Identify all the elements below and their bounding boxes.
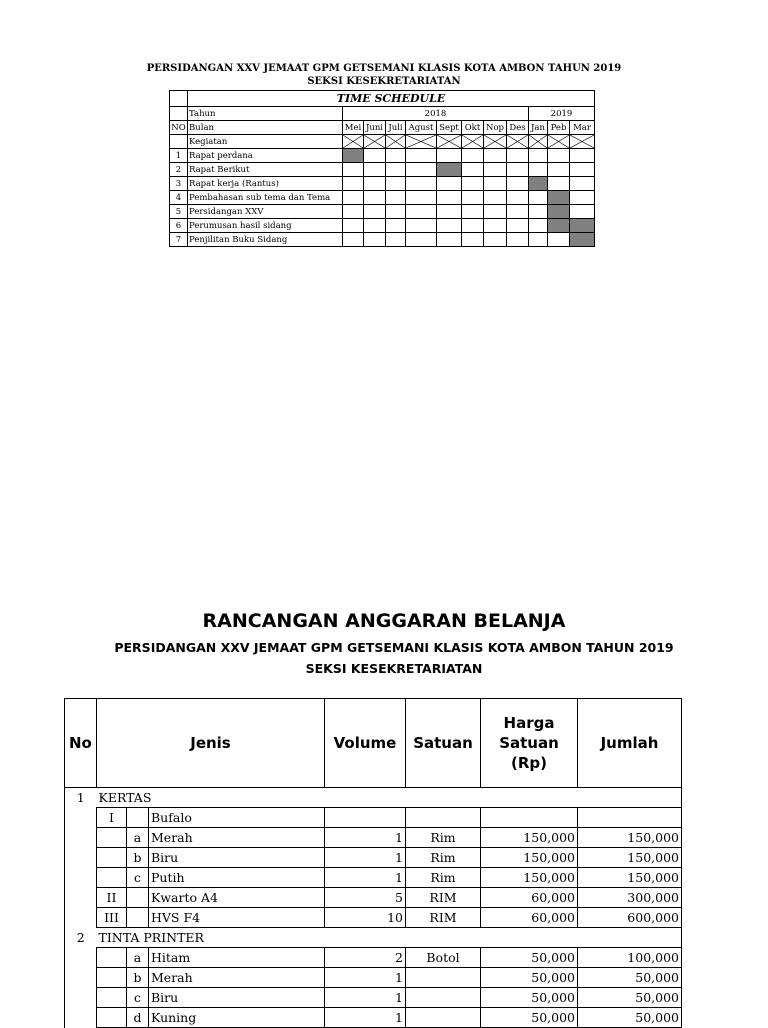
item-jumlah: 600,000 — [578, 908, 682, 928]
schedule-row — [170, 149, 595, 163]
budget-item-row — [65, 888, 682, 908]
kegiatan-crossed-cell — [507, 135, 529, 149]
item-letter: c — [127, 868, 149, 888]
item-roman — [97, 988, 127, 1008]
schedule-cell — [343, 233, 364, 247]
schedule-row — [170, 205, 595, 219]
schedule-cell — [548, 177, 570, 191]
schedule-cell — [343, 177, 364, 191]
schedule-cell — [437, 219, 462, 233]
item-volume — [325, 808, 406, 828]
col-no: No — [65, 699, 97, 788]
item-name: Merah — [149, 828, 325, 848]
budget-no-blank — [65, 908, 97, 928]
budget-no-blank — [65, 1008, 97, 1028]
item-volume: 10 — [325, 908, 406, 928]
schedule-cell — [507, 149, 529, 163]
col-jumlah: Jumlah — [578, 699, 682, 788]
schedule-cell — [437, 205, 462, 219]
schedule-row — [170, 233, 595, 247]
col-volume: Volume — [325, 699, 406, 788]
schedule-cell — [484, 219, 507, 233]
schedule-cell-active — [343, 149, 364, 163]
schedule-cell — [484, 177, 507, 191]
item-satuan: RIM — [406, 908, 481, 928]
item-volume: 1 — [325, 968, 406, 988]
schedule-cell — [343, 163, 364, 177]
item-roman — [97, 1008, 127, 1028]
schedule-cell — [462, 163, 484, 177]
schedule-cell — [462, 233, 484, 247]
budget-item-row — [65, 868, 682, 888]
schedule-title: PERSIDANGAN XXV JEMAAT GPM GETSEMANI KLASIS KOTA AMBON TAHUN 2019 — [146, 63, 622, 74]
budget-no-blank — [65, 888, 97, 908]
schedule-cell — [364, 163, 386, 177]
month-okt: Okt — [462, 121, 484, 135]
item-volume: 1 — [325, 1008, 406, 1028]
month-des: Des — [507, 121, 529, 135]
activity-no: 7 — [170, 233, 188, 247]
item-harga: 60,000 — [481, 888, 578, 908]
schedule-cell — [462, 191, 484, 205]
schedule-cell — [507, 233, 529, 247]
item-harga: 60,000 — [481, 908, 578, 928]
kegiatan-crossed-cell — [386, 135, 406, 149]
budget-no-blank — [65, 988, 97, 1008]
item-harga: 150,000 — [481, 848, 578, 868]
item-harga: 50,000 — [481, 1008, 578, 1028]
schedule-cell-active — [437, 163, 462, 177]
schedule-cell — [507, 191, 529, 205]
kegiatan-crossed-cell — [529, 135, 548, 149]
budget-item-row — [65, 908, 682, 928]
item-letter: a — [127, 948, 149, 968]
activity-no: 2 — [170, 163, 188, 177]
budget-subtitle: PERSIDANGAN XXV JEMAAT GPM GETSEMANI KLASIS KOTA AMBON TAHUN 2019 — [114, 640, 674, 655]
item-jumlah — [578, 808, 682, 828]
activity-name: Penjilitan Buku Sidang — [188, 233, 343, 247]
schedule-cell — [343, 205, 364, 219]
budget-no-blank — [65, 948, 97, 968]
bulan-label: Bulan — [188, 121, 343, 135]
schedule-cell — [462, 219, 484, 233]
section-name: TINTA PRINTER — [97, 928, 682, 948]
schedule-cell — [406, 233, 437, 247]
item-satuan: Rim — [406, 848, 481, 868]
item-name: Kwarto A4 — [149, 888, 325, 908]
activity-no: 4 — [170, 191, 188, 205]
item-letter: a — [127, 828, 149, 848]
schedule-cell — [484, 205, 507, 219]
schedule-cell — [406, 163, 437, 177]
item-satuan: Rim — [406, 868, 481, 888]
schedule-cell — [570, 177, 595, 191]
budget-item-row — [65, 968, 682, 988]
schedule-cell — [364, 233, 386, 247]
item-roman: II — [97, 888, 127, 908]
section-no: 2 — [65, 928, 97, 948]
item-roman: I — [97, 808, 127, 828]
budget-item-row — [65, 988, 682, 1008]
month-jan: Jan — [529, 121, 548, 135]
budget-item-row — [65, 848, 682, 868]
budget-table — [64, 698, 682, 1028]
year-2018: 2018 — [343, 107, 529, 121]
budget-header-row — [65, 699, 682, 788]
month-sept: Sept — [437, 121, 462, 135]
item-satuan: RIM — [406, 888, 481, 908]
item-satuan: Rim — [406, 828, 481, 848]
schedule-cell — [529, 191, 548, 205]
schedule-cell — [386, 233, 406, 247]
item-name: Bufalo — [149, 808, 325, 828]
item-name: Hitam — [149, 948, 325, 968]
schedule-cell — [529, 205, 548, 219]
schedule-cell — [364, 191, 386, 205]
schedule-cell — [548, 149, 570, 163]
activity-no: 1 — [170, 149, 188, 163]
item-name: Biru — [149, 988, 325, 1008]
schedule-cell-active — [570, 233, 595, 247]
item-jumlah: 100,000 — [578, 948, 682, 968]
item-volume: 1 — [325, 848, 406, 868]
schedule-cell — [529, 233, 548, 247]
budget-item-row — [65, 948, 682, 968]
schedule-cell — [570, 163, 595, 177]
kegiatan-crossed-cell — [462, 135, 484, 149]
schedule-cell — [386, 205, 406, 219]
item-roman — [97, 948, 127, 968]
col-jenis: Jenis — [97, 699, 325, 788]
col-harga-satuan: Harga Satuan (Rp) — [481, 699, 578, 788]
kegiatan-crossed-cell — [484, 135, 507, 149]
budget-no-blank — [65, 968, 97, 988]
schedule-cell-active — [548, 205, 570, 219]
item-harga: 150,000 — [481, 868, 578, 888]
item-volume: 5 — [325, 888, 406, 908]
tahun-label: Tahun — [188, 107, 343, 121]
kegiatan-crossed-cell — [364, 135, 386, 149]
item-roman — [97, 868, 127, 888]
month-peb: Peb — [548, 121, 570, 135]
schedule-cell — [364, 219, 386, 233]
schedule-cell-active — [529, 177, 548, 191]
budget-section-row — [65, 788, 682, 808]
schedule-cell — [343, 191, 364, 205]
item-satuan — [406, 968, 481, 988]
schedule-cell — [570, 191, 595, 205]
item-jumlah: 150,000 — [578, 868, 682, 888]
section-no: 1 — [65, 788, 97, 808]
schedule-cell — [529, 163, 548, 177]
schedule-cell — [386, 191, 406, 205]
schedule-row — [170, 219, 595, 233]
kegiatan-label: Kegiatan — [188, 135, 343, 149]
item-letter — [127, 908, 149, 928]
item-volume: 1 — [325, 868, 406, 888]
item-roman: III — [97, 908, 127, 928]
item-name: HVS F4 — [149, 908, 325, 928]
budget-item-row — [65, 828, 682, 848]
activity-no: 5 — [170, 205, 188, 219]
activity-name: Rapat perdana — [188, 149, 343, 163]
time-schedule-header: TIME SCHEDULE — [188, 91, 595, 107]
schedule-row — [170, 191, 595, 205]
budget-item-row — [65, 1008, 682, 1028]
item-satuan — [406, 1008, 481, 1028]
budget-section-name: SEKSI KESEKRETARIATAN — [305, 661, 483, 676]
schedule-cell — [386, 177, 406, 191]
schedule-cell — [462, 149, 484, 163]
item-jumlah: 50,000 — [578, 968, 682, 988]
item-roman — [97, 968, 127, 988]
schedule-cell — [364, 149, 386, 163]
activity-name: Rapat Berikut — [188, 163, 343, 177]
item-letter: c — [127, 988, 149, 1008]
activity-name: Pembahasan sub tema dan Tema — [188, 191, 343, 205]
schedule-cell — [507, 177, 529, 191]
month-agust: Agust — [406, 121, 437, 135]
month-nop: Nop — [484, 121, 507, 135]
item-harga: 50,000 — [481, 948, 578, 968]
schedule-cell — [406, 149, 437, 163]
year-2019: 2019 — [529, 107, 595, 121]
schedule-cell — [548, 233, 570, 247]
schedule-cell — [507, 219, 529, 233]
schedule-cell — [484, 191, 507, 205]
budget-no-blank — [65, 868, 97, 888]
schedule-cell — [437, 233, 462, 247]
item-name: Putih — [149, 868, 325, 888]
month-mar: Mar — [570, 121, 595, 135]
kegiatan-crossed-cell — [406, 135, 437, 149]
schedule-cell — [570, 205, 595, 219]
item-harga: 150,000 — [481, 828, 578, 848]
schedule-cell — [406, 177, 437, 191]
budget-no-blank — [65, 828, 97, 848]
section-name: KERTAS — [97, 788, 682, 808]
item-volume: 1 — [325, 828, 406, 848]
schedule-row — [170, 163, 595, 177]
schedule-cell — [364, 205, 386, 219]
schedule-subtitle: SEKSI KESEKRETARIATAN — [307, 76, 461, 87]
item-letter — [127, 888, 149, 908]
schedule-cell — [406, 219, 437, 233]
schedule-cell — [462, 205, 484, 219]
budget-no-blank — [65, 808, 97, 828]
budget-section-row — [65, 928, 682, 948]
schedule-cell — [437, 191, 462, 205]
schedule-cell — [529, 149, 548, 163]
kegiatan-crossed-cell — [570, 135, 595, 149]
item-harga — [481, 808, 578, 828]
schedule-cell — [386, 219, 406, 233]
budget-no-blank — [65, 848, 97, 868]
item-harga: 50,000 — [481, 988, 578, 1008]
activity-name: Perumusan hasil sidang — [188, 219, 343, 233]
item-letter: d — [127, 1008, 149, 1028]
month-juli: Juli — [386, 121, 406, 135]
item-satuan — [406, 808, 481, 828]
item-satuan — [406, 988, 481, 1008]
item-roman — [97, 828, 127, 848]
schedule-cell — [570, 149, 595, 163]
kegiatan-crossed-cell — [437, 135, 462, 149]
item-name: Merah — [149, 968, 325, 988]
item-jumlah: 50,000 — [578, 1008, 682, 1028]
item-name: Biru — [149, 848, 325, 868]
schedule-cell — [406, 191, 437, 205]
item-satuan: Botol — [406, 948, 481, 968]
schedule-cell — [462, 177, 484, 191]
schedule-row — [170, 177, 595, 191]
schedule-cell — [437, 177, 462, 191]
item-jumlah: 150,000 — [578, 848, 682, 868]
item-name: Kuning — [149, 1008, 325, 1028]
activity-no: 3 — [170, 177, 188, 191]
schedule-cell — [343, 219, 364, 233]
schedule-cell — [437, 149, 462, 163]
schedule-cell-active — [548, 219, 570, 233]
item-jumlah: 150,000 — [578, 828, 682, 848]
item-volume: 1 — [325, 988, 406, 1008]
schedule-cell — [406, 205, 437, 219]
item-letter: b — [127, 848, 149, 868]
kegiatan-crossed-cell — [548, 135, 570, 149]
no-label: NO — [171, 122, 186, 133]
item-roman — [97, 848, 127, 868]
schedule-cell — [529, 219, 548, 233]
schedule-cell — [507, 205, 529, 219]
activity-name: Rapat kerja (Rantus) — [188, 177, 343, 191]
item-jumlah: 300,000 — [578, 888, 682, 908]
time-schedule-table — [169, 90, 595, 247]
kegiatan-crossed-cell — [343, 135, 364, 149]
schedule-cell — [386, 149, 406, 163]
activity-name: Persidangan XXV — [188, 205, 343, 219]
schedule-cell — [484, 149, 507, 163]
item-harga: 50,000 — [481, 968, 578, 988]
schedule-cell — [548, 163, 570, 177]
schedule-cell — [484, 163, 507, 177]
col-satuan: Satuan — [406, 699, 481, 788]
item-jumlah: 50,000 — [578, 988, 682, 1008]
schedule-cell-active — [548, 191, 570, 205]
activity-no: 6 — [170, 219, 188, 233]
item-volume: 2 — [325, 948, 406, 968]
budget-title: RANCANGAN ANGGARAN BELANJA — [202, 610, 566, 632]
schedule-cell — [507, 163, 529, 177]
schedule-cell — [484, 233, 507, 247]
schedule-cell-active — [570, 219, 595, 233]
month-mei: Mei — [343, 121, 364, 135]
item-letter — [127, 808, 149, 828]
schedule-cell — [364, 177, 386, 191]
budget-item-row — [65, 808, 682, 828]
month-juni: Juni — [364, 121, 386, 135]
schedule-cell — [386, 163, 406, 177]
item-letter: b — [127, 968, 149, 988]
